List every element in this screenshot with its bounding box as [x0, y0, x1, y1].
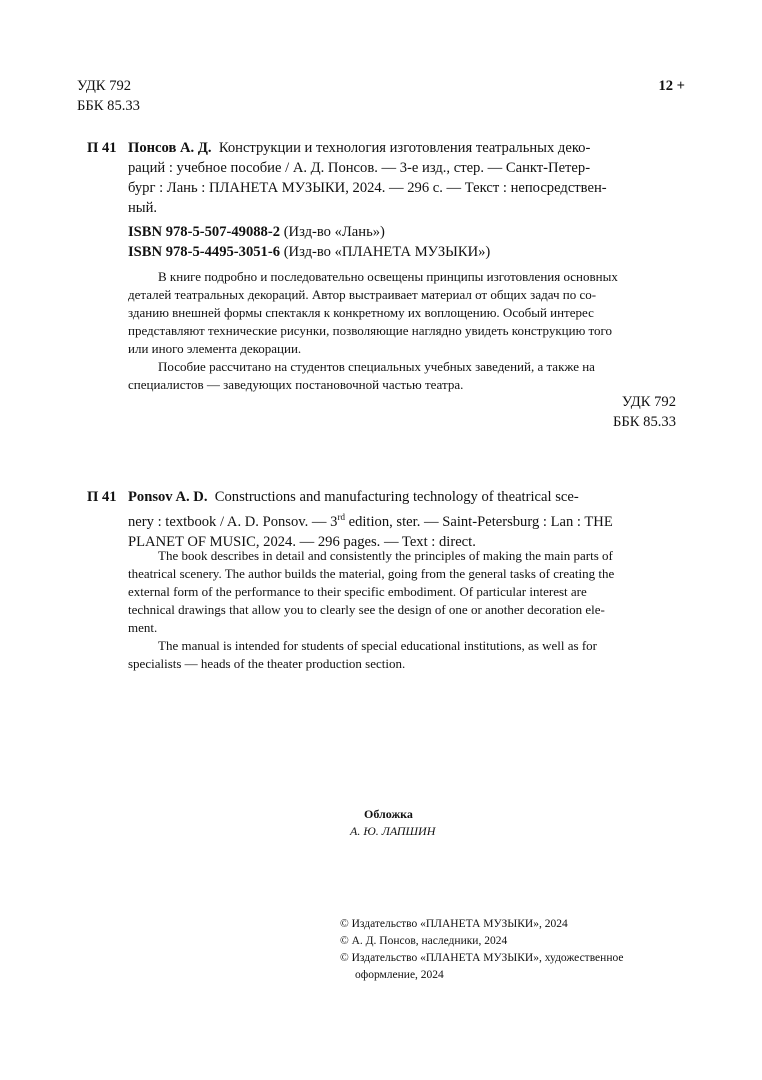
abstract-line: external form of the performance to their specific embodiment. Of particular interest are	[128, 584, 587, 599]
abstract-line: The manual is intended for students of special educational institutions, as well as for	[158, 638, 598, 653]
en-citation-line: nery : textbook / A. D. Ponsov. — 3rd edition, ster. — Saint-Petersburg : Lan : THE	[128, 512, 613, 530]
en-abstract	[128, 547, 676, 673]
ru-author: Понсов А. Д.	[128, 140, 212, 156]
isbn-publisher: (Изд-во «ПЛАНЕТА МУЗЫКИ»)	[283, 244, 491, 260]
ru-citation	[128, 138, 676, 218]
cover-artist: А. Ю. ЛАПШИН	[350, 824, 436, 838]
ru-classification	[500, 392, 676, 432]
abstract-line: или иного элемента декорации.	[128, 341, 302, 356]
en-citation	[128, 487, 676, 552]
abstract-line: специалистов — заведующих постановочной частью театра.	[128, 377, 464, 392]
isbn-number: ISBN 978-5-507-49088-2	[128, 224, 281, 240]
en-citation-line: Ponsov A. D. Constructions and manufacturing technology of theatrical sce-	[128, 489, 579, 505]
abstract-line: technical drawings that allow you to clearly see the design of one or another decoration ele-	[128, 602, 605, 617]
abstract-line: theatrical scenery. The author builds the material, going from the general tasks of creating the	[128, 566, 615, 581]
abstract-line: зданию внешней формы спектакля к конкретному их воплощению. Особый интерес	[128, 305, 594, 320]
ru-citation-line: бург : Лань : ПЛАНЕТА МУЗЫКИ, 2024. — 296 с. — Текст : непосредствен-	[128, 180, 607, 196]
ru-citation-line: Понсов А. Д. Конструкции и технология изготовления театральных деко-	[128, 140, 591, 156]
isbn-block	[128, 222, 490, 262]
abstract-line: The book describes in detail and consistently the principles of making the main parts of	[158, 548, 613, 563]
copyright-line: © А. Д. Понсов, наследники, 2024	[340, 935, 508, 947]
abstract-line: ment.	[128, 620, 158, 635]
en-index: П 41	[87, 489, 117, 505]
copyright-line: © Издательство «ПЛАНЕТА МУЗЫКИ», 2024	[340, 918, 568, 930]
abstract-line: Пособие рассчитано на студентов специальных учебных заведений, а также на	[158, 359, 595, 374]
abstract-line: представляют технические рисунки, позволяющие наглядно увидеть конструкцию того	[128, 323, 613, 338]
ru-citation-line: раций : учебное пособие / А. Д. Понсов. — 3-е изд., стер. — Санкт-Петер-	[128, 160, 591, 176]
copyright-line: © Издательство «ПЛАНЕТА МУЗЫКИ», художественное	[340, 952, 624, 964]
cover-label: Обложка	[364, 807, 413, 821]
cover-credit	[350, 806, 435, 840]
en-citation-line: PLANET OF MUSIC, 2024. — 296 pages. — Text : direct.	[128, 533, 476, 550]
en-author: Ponsov A. D.	[128, 489, 208, 505]
abstract-line: specialists — heads of the theater production section.	[128, 656, 406, 671]
isbn-number: ISBN 978-5-4495-3051-6	[128, 244, 281, 260]
copyright-block	[340, 916, 680, 984]
abstract-line: В книге подробно и последовательно освещены принципы изготовления основных	[158, 269, 618, 284]
ru-bbk: ББК 85.33	[613, 414, 676, 430]
header-classification	[77, 76, 140, 116]
ru-udk: УДК 792	[621, 394, 676, 410]
isbn-line	[128, 242, 490, 262]
bbk-code: ББК 85.33	[77, 98, 140, 114]
isbn-publisher: (Изд-во «Лань»)	[283, 224, 385, 240]
isbn-line	[128, 222, 490, 242]
udk-code: УДК 792	[77, 78, 132, 94]
copyright-line: оформление, 2024	[355, 969, 444, 981]
age-rating: 12 +	[658, 78, 685, 94]
ru-index: П 41	[87, 140, 117, 156]
ru-abstract	[128, 268, 676, 394]
ru-citation-line: ный.	[128, 200, 158, 216]
abstract-line: деталей театральных декораций. Автор выстраивает материал от общих задач по со-	[128, 287, 597, 302]
